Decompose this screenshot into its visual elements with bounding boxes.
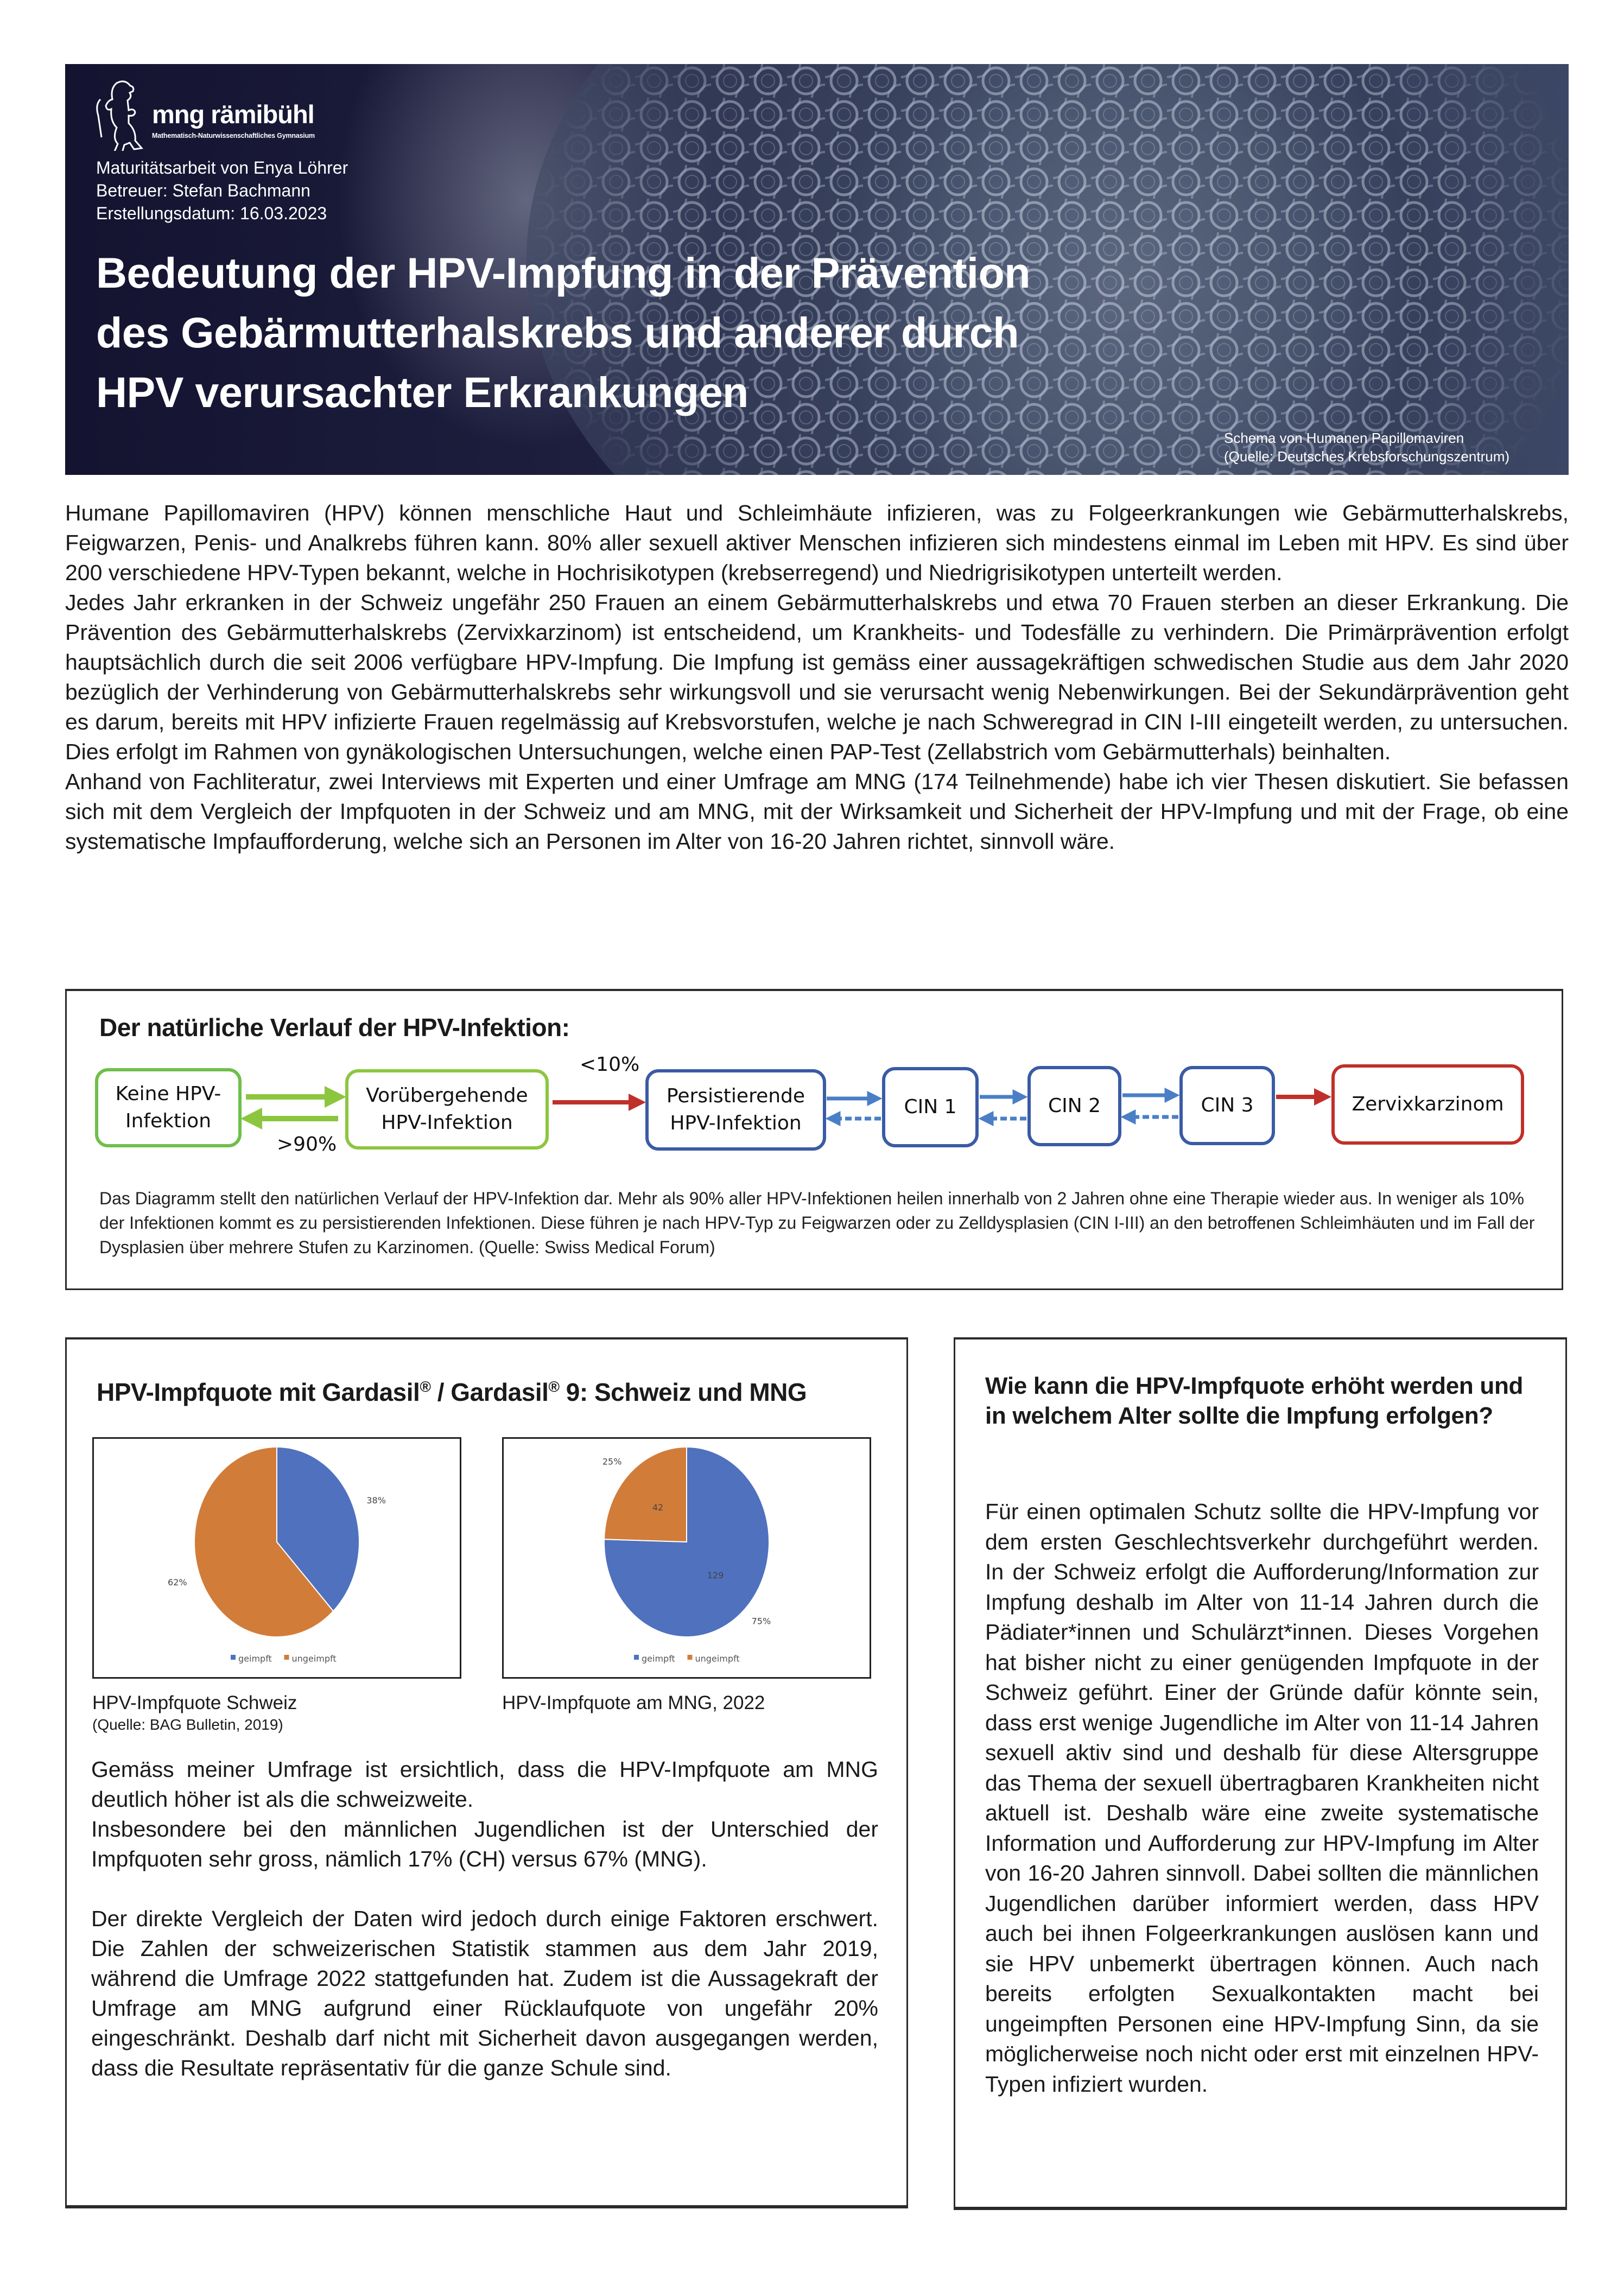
node-cin3 [1179,1066,1275,1145]
intro-paragraph: Anhand von Fachliteratur, zwei Interviews mit Experten und einer Umfrage am MNG (174 Teilnehmende) habe ich vier Thesen diskutiert. Sie befassen sich mit dem Vergleich der Impfquoten in der Schweiz und am MNG, mit der Wirksamkeit und Sicherheit der HPV-Impfung und mit der Frage, ob eine systematische Impfaufforderung, welche sich an Personen im Alter von 16-20 Jahren richtet, sinnvoll wäre. [65,769,1569,854]
chart-caption-mng: HPV-Impfquote am MNG, 2022 [502,1692,765,1713]
node-persistent-infection [645,1069,826,1151]
chart-caption-switzerland: HPV-Impfquote Schweiz [92,1692,297,1713]
date-line: Erstellungsdatum: 16.03.2023 [96,204,327,223]
vaccination-rate-box [65,1337,908,2208]
pie-percent-label: 62% [168,1577,187,1588]
pie-svg-mng [504,1439,870,1677]
node-label: Infektion [125,1110,212,1132]
node-cin2 [1027,1066,1121,1146]
legend-swatch [284,1655,289,1660]
lion-icon [95,78,147,151]
node-label: CIN 3 [1201,1094,1254,1116]
title-line: HPV verursachter Erkrankungen [96,368,748,416]
diagram-title: Der natürliche Verlauf der HPV-Infektion: [99,1013,570,1042]
registered-mark: ® [420,1378,431,1395]
registered-mark: ® [548,1378,560,1395]
title-text: 9: Schweiz und MNG [559,1378,807,1406]
caption-source: (Quelle: Deutsches Krebsforschungszentrum) [1224,448,1510,465]
legend-label: ungeimpft [291,1653,337,1664]
page-title [96,243,1290,422]
legend-swatch [688,1655,693,1660]
legend-swatch [231,1655,236,1660]
pie-svg-switzerland [94,1439,460,1677]
intro-paragraph: Humane Papillomaviren (HPV) können menschliche Haut und Schleimhäute infizieren, was zu Folgeerkrankungen wie Gebärmutterhalskrebs, Feigwarzen, Penis- und Analkrebs führen kann. 80% aller sexuell aktiver Menschen infizieren sich mindestens einmal im Leben mit HPV. Es sind über 200 verschiedene HPV-Typen bekannt, welche in Hochrisikotypen (krebserregend) und Niedrigrisikotypen unterteilt werden. [65,500,1569,585]
legend-label: geimpft [238,1653,272,1664]
regression-percent: >90% [277,1133,337,1155]
title-text: / Gardasil [430,1378,549,1406]
pie-chart-switzerland [92,1437,461,1679]
text-paragraph: Der direkte Vergleich der Daten wird jedoch durch einige Faktoren erschwert. Die Zahlen der schweizerischen Statistik stammen aus dem Jahr 2019, während die Umfrage 2022 stattgefunden hat. Zudem ist die Aussagekraft der Umfrage am MNG aufgrund einer Rücklaufquote von ungefähr 20% eingeschränkt. Deshalb darf nicht mit Sicherheit davon ausgegangen werden, dass die Resultate repräsentativ für die ganze Schule sind. [91,1906,878,2080]
recommendation-title: Wie kann die HPV-Impfquote erhöht werden und in welchem Alter sollte die Impfung erfolgen? [985,1373,1524,1429]
node-label: Keine HPV- [115,1083,221,1105]
intro-paragraph: Jedes Jahr erkranken in der Schweiz ungefähr 250 Frauen an einem Gebärmutterhalskrebs und etwa 70 Frauen sterben an dieser Erkrankung. Die Prävention des Gebärmutterhalskrebs (Zervixkarzinom) ist entscheidend, um Krankheits- und Todesfälle zu verhindern. Die Primärprävention erfolgt hauptsächlich durch die seit 2006 verfügbare HPV-Impfung. Die Impfung ist gemäss einer aussagekräftigen schwedischen Studie aus dem Jahr 2020 bezüglich der Verhinderung von Gebärmutterhalskrebs sehr wirkungsvoll und sie verursacht wenig Nebenwirkungen. Bei der Sekundärprävention geht es darum, bereits mit HPV infizierte Frauen regelmässig auf Krebsvorstufen, welche je nach Schweregrad in CIN I-III eingeteilt werden, zu untersuchen. Dies erfolgt im Rahmen von gynäkologischen Untersuchungen, welche einen PAP-Test (Zellabstrich vom Gebärmutterhals) beinhalten. [65,590,1569,764]
node-label: Persistierende [666,1085,805,1107]
author-meta [96,156,348,225]
node-label: Vorübergehende [366,1084,528,1107]
header-banner [65,64,1569,475]
pie-percent-label: 75% [751,1616,771,1627]
chart-source-switzerland: (Quelle: BAG Bulletin, 2019) [92,1716,283,1733]
text-paragraph: Gemäss meiner Umfrage ist ersichtlich, dass die HPV-Impfquote am MNG deutlich höher ist als die schweizweite. [91,1757,878,1812]
vaccination-rate-title [97,1377,807,1407]
hpv-course-diagram-box [65,989,1563,1290]
intro-text [65,498,1569,856]
node-cin1 [882,1067,979,1147]
node-label: Zervixkarzinom [1352,1093,1504,1115]
pie-percent-label: 38% [366,1495,386,1506]
author-line: Maturitätsarbeit von Enya Löhrer [96,158,348,177]
pie-chart-mng [502,1437,871,1679]
caption-line: Schema von Humanen Papillomaviren [1224,430,1464,446]
supervisor-line: Betreuer: Stefan Bachmann [96,181,310,200]
node-label: HPV-Infektion [381,1112,513,1134]
vaccination-rate-text [91,1755,878,2083]
recommendation-text: Für einen optimalen Schutz sollte die HPV-Impfung vor dem ersten Geschlechtsverkehr durchgeführt werden. In der Schweiz erfolgt die Aufforderung/Information zur Impfung deshalb im Alter von 11-14 Jahren durch die Pädiater*innen und Schulärzt*innen. Dieses Vorgehen hat bisher nicht zu einer genügenden Impfquote in der Schweiz geführt. Einer der Gründe dafür könnte sein, dass erst wenige Jugendliche im Alter von 11-14 Jahren sexuell aktiv sind und deshalb für diese Altersgruppe das Thema der sexuell übertragbaren Krankheiten nicht aktuell ist. Deshalb wäre eine zweite systematische Information und Aufforderung zur HPV-Impfung im Alter von 16-20 Jahren sinnvoll. Dabei sollten die männlichen Jugendlichen darüber informiert werden, dass HPV auch bei ihnen Folgeerkrankungen auslösen kann und sie HPV unbemerkt übertragen können. Auch nach bereits erfolgten Sexualkontakten macht bei ungeimpften Personen eine HPV-Impfung Sinn, da sie möglicherweise noch nicht oder erst mit einzelnen HPV-Typen infiziert wurden. [985,1499,1539,2097]
school-subtitle: Mathematisch-Naturwissenschaftliches Gymnasium [152,132,315,139]
title-line: des Gebärmutterhalskrebs und anderer durch [96,308,1019,357]
pie-value-label: 42 [652,1502,664,1513]
title-text: HPV-Impfquote mit Gardasil [97,1378,420,1406]
progression-percent: <10% [580,1053,640,1076]
legend-swatch [634,1655,639,1660]
title-line: Bedeutung der HPV-Impfung in der Prävention [96,249,1031,297]
node-label: CIN 1 [904,1096,957,1118]
school-name: mng rämibühl [152,100,314,129]
diagram-description: Das Diagramm stellt den natürlichen Verlauf der HPV-Infektion dar. Mehr als 90% aller HPV-Infektionen heilen innerhalb von 2 Jahren ohne eine Therapie wieder aus. In weniger als 10% der Infektionen kommt es zu persistierenden Infektionen. Diese führen je nach HPV-Typ zu Feigwarzen oder zu Zelldysplasien (CIN I-III) an den betroffenen Schleimhäuten und im Fall der Dysplasien über mehrere Stufen zu Karzinomen. (Quelle: Swiss Medical Forum) [99,1189,1535,1257]
node-label: HPV-Infektion [670,1112,802,1134]
pie-percent-label: 25% [602,1456,622,1467]
legend-label: ungeimpft [695,1653,740,1664]
node-label: CIN 2 [1048,1095,1101,1117]
recommendation-box [954,1337,1567,2210]
text-paragraph: Insbesondere bei den männlichen Jugendlichen ist der Unterschied der Impfquoten sehr gross, nämlich 17% (CH) versus 67% (MNG). [91,1817,878,1871]
node-cervical-carcinoma [1331,1064,1524,1145]
pie-value-label: 129 [707,1570,724,1581]
image-caption [1224,429,1569,466]
node-no-infection [95,1068,242,1147]
legend-label: geimpft [642,1653,675,1664]
node-transient-infection [345,1069,549,1150]
